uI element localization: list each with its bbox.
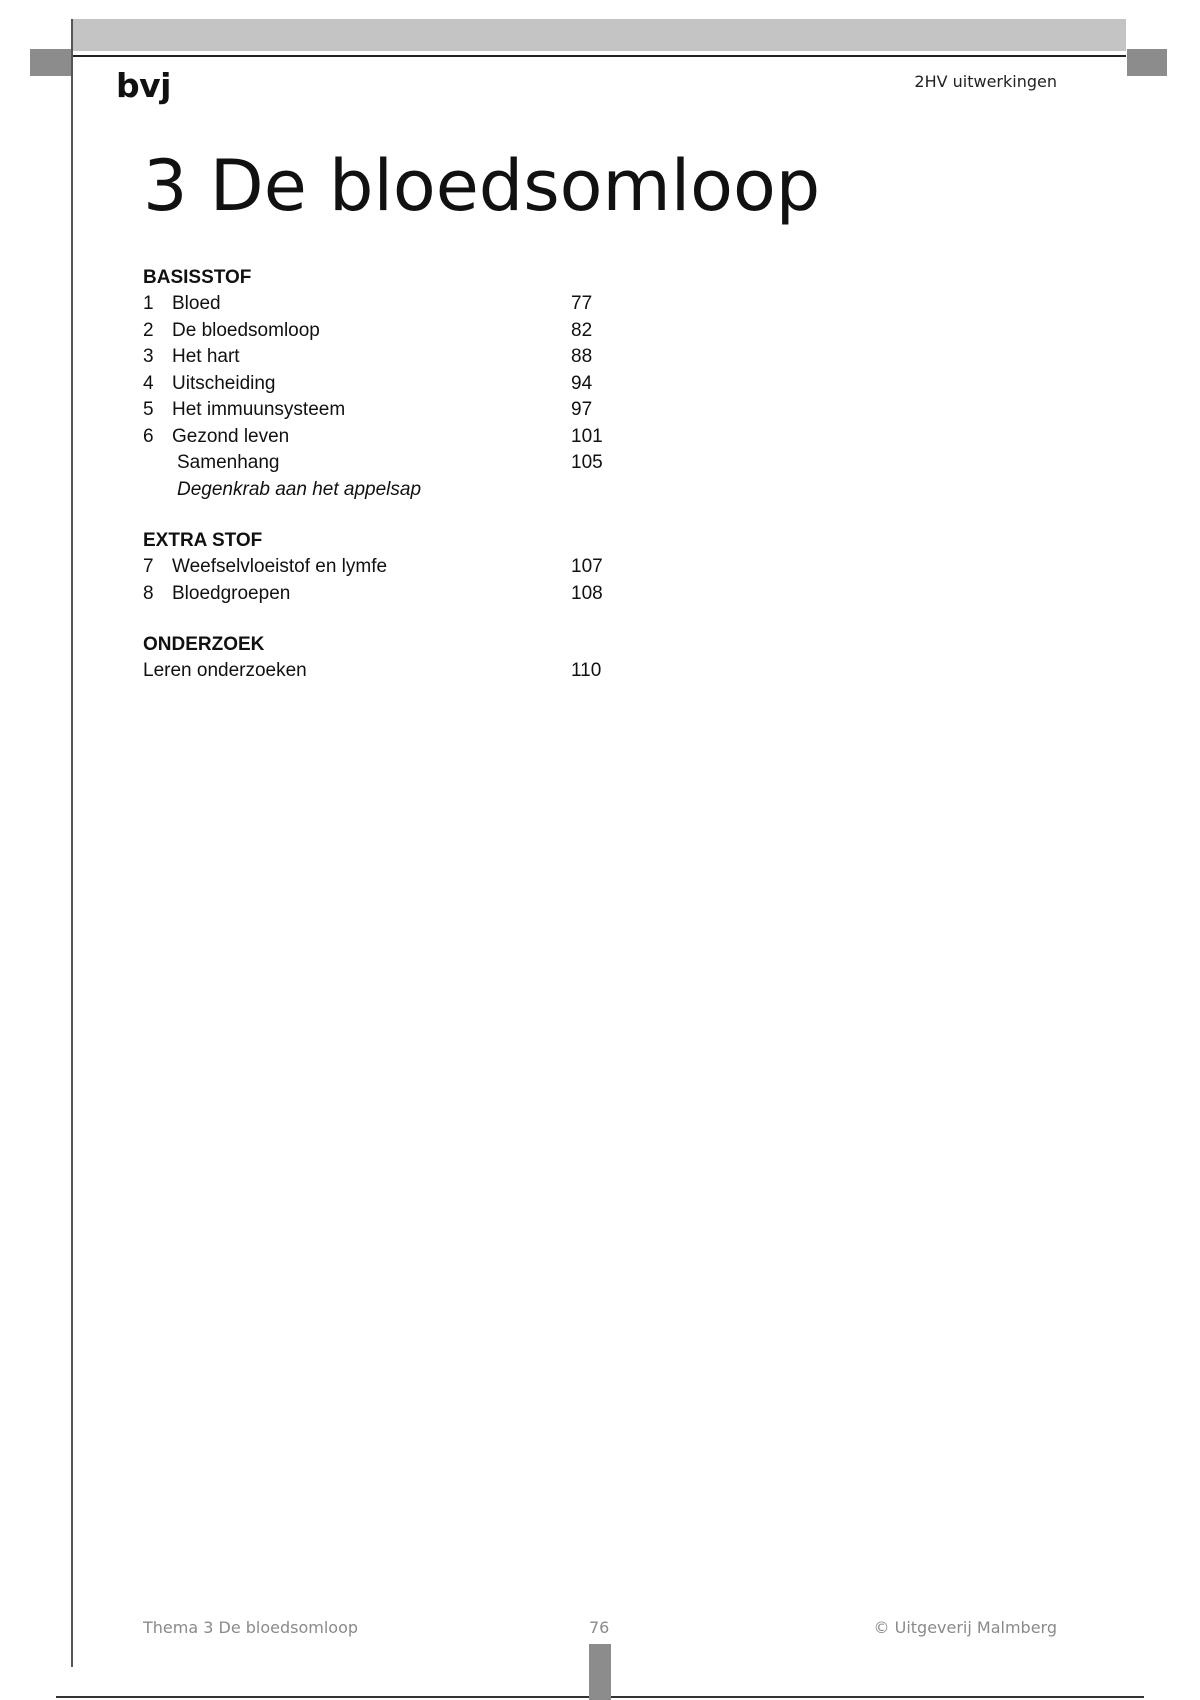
- toc-entry[interactable]: [143, 477, 663, 504]
- entry-number: 7: [143, 556, 154, 577]
- entry-label: Uitscheiding: [172, 372, 276, 394]
- left-margin-tab: [30, 49, 72, 76]
- toc-section-extra-stof: [143, 528, 663, 607]
- entry-label: Leren onderzoeken: [143, 660, 307, 681]
- section-heading: ONDERZOEK: [143, 634, 265, 655]
- page-number: 76: [589, 1618, 610, 1637]
- table-of-contents: [143, 265, 663, 710]
- entry-number: 3: [143, 346, 154, 367]
- entry-page: 77: [571, 293, 593, 314]
- entry-label: Gezond leven: [172, 425, 290, 447]
- section-heading: EXTRA STOF: [143, 530, 263, 551]
- header-rule: [72, 55, 1126, 57]
- entry-label: Het immuunsysteem: [172, 399, 346, 420]
- toc-section-basisstof: [143, 265, 663, 503]
- entry-label: Bloedgroepen: [172, 582, 291, 604]
- entry-number: 8: [143, 582, 154, 604]
- bottom-margin-tab: [589, 1644, 611, 1700]
- toc-entry[interactable]: [143, 318, 663, 345]
- entry-page: 97: [571, 399, 593, 420]
- entry-number: 4: [143, 372, 154, 394]
- toc-entry[interactable]: [143, 424, 663, 451]
- entry-page: 108: [571, 582, 603, 604]
- header-label: 2HV uitwerkingen: [914, 72, 1057, 91]
- entry-label: Samenhang: [177, 452, 280, 473]
- right-margin-tab: [1127, 49, 1167, 76]
- toc-entry[interactable]: [143, 581, 663, 608]
- entry-page: 88: [571, 346, 593, 367]
- section-heading: BASISSTOF: [143, 267, 252, 288]
- entry-page: 82: [571, 319, 593, 341]
- entry-number: 5: [143, 399, 154, 420]
- entry-label: Weefselvloeistof en lymfe: [172, 556, 388, 577]
- header-bar: [72, 19, 1126, 51]
- entry-page: 105: [571, 452, 603, 473]
- entry-page: 107: [571, 556, 603, 577]
- entry-number: 1: [143, 293, 154, 314]
- entry-number: 6: [143, 425, 154, 447]
- entry-page: 110: [571, 660, 602, 681]
- toc-section-onderzoek: [143, 632, 663, 685]
- toc-entry[interactable]: [143, 344, 663, 371]
- toc-entry[interactable]: [143, 397, 663, 424]
- page-title: 3 De bloedsomloop: [143, 145, 821, 227]
- toc-entry[interactable]: [143, 658, 663, 685]
- entry-label: Bloed: [172, 293, 221, 314]
- toc-entry[interactable]: [143, 291, 663, 318]
- left-margin-rule: [71, 19, 73, 1667]
- entry-page: 101: [571, 425, 603, 447]
- toc-entry[interactable]: [143, 371, 663, 398]
- toc-entry[interactable]: [143, 554, 663, 581]
- logo: bvj: [116, 66, 171, 105]
- footer-chapter: Thema 3 De bloedsomloop: [143, 1618, 359, 1637]
- footer-copyright: © Uitgeverij Malmberg: [873, 1618, 1057, 1637]
- entry-label: De bloedsomloop: [172, 319, 320, 341]
- entry-label: Degenkrab aan het appelsap: [177, 478, 422, 500]
- entry-label: Het hart: [172, 346, 240, 367]
- toc-entry[interactable]: [143, 450, 663, 477]
- entry-number: 2: [143, 319, 154, 341]
- entry-page: 94: [571, 372, 593, 394]
